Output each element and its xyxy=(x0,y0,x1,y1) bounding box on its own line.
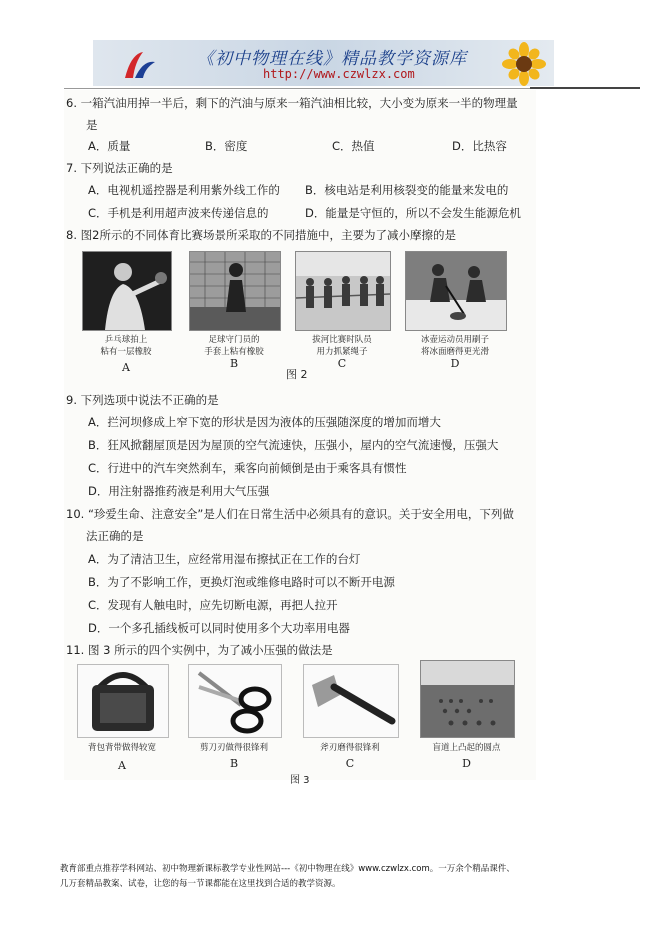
table-tennis-image xyxy=(83,252,171,330)
site-logo xyxy=(121,48,157,82)
q6-option-a: A．质量 xyxy=(88,139,131,153)
q11-photo-tactile-paving xyxy=(420,660,515,738)
q11-letter-b: B xyxy=(229,757,239,770)
q11-letter-c: C xyxy=(345,757,355,770)
q11-photo-scissors xyxy=(188,664,282,738)
header-banner xyxy=(93,40,554,86)
q8-letter-b: B xyxy=(229,357,239,370)
q9-stem: 9. 下列选项中说法不正确的是 xyxy=(66,393,219,407)
curling-image xyxy=(406,252,506,330)
q8-letter-c: C xyxy=(337,357,347,370)
q7-option-d: D．能量是守恒的，所以不会发生能源危机 xyxy=(305,206,521,220)
q8-letter-a: A xyxy=(122,361,130,374)
sunflower-icon xyxy=(500,42,548,86)
q11-caption-d: 盲道上凸起的圆点 xyxy=(432,743,501,753)
q11-photo-backpack xyxy=(77,664,169,738)
tug-of-war-image xyxy=(296,252,390,330)
q11-stem: 11. 图 3 所示的四个实例中，为了减小压强的做法是 xyxy=(66,643,333,657)
q6-option-d: D．比热容 xyxy=(452,139,507,153)
q9-option-c: C．行进中的汽车突然刹车，乘客向前倾倒是由于乘客具有惯性 xyxy=(88,461,407,475)
q8-photo-table-tennis xyxy=(82,251,172,331)
q6-stem-line2: 是 xyxy=(86,118,98,132)
header-rule xyxy=(64,88,530,89)
q10-option-a: A．为了清洁卫生，应经常用湿布擦拭正在工作的台灯 xyxy=(88,552,361,566)
q8-photo-tug-of-war xyxy=(295,251,391,331)
banner-title: 《初中物理在线》精品教学资源库 xyxy=(197,49,467,69)
backpack-image xyxy=(78,665,168,737)
q8-photo-goalkeeper xyxy=(189,251,281,331)
axe-image xyxy=(304,665,398,737)
q7-stem: 7. 下列说法正确的是 xyxy=(66,161,173,175)
q10-option-c: C．发现有人触电时，应先切断电源，再把人拉开 xyxy=(88,598,338,612)
q8-caption-c: 拔河比赛时队员 用力抓紧绳子 xyxy=(312,335,372,357)
q6-option-b: B．密度 xyxy=(205,139,248,153)
q8-caption-b: 足球守门员的 手套上粘有橡胶 xyxy=(204,335,264,357)
q11-figure-label: 图 3 xyxy=(290,775,310,786)
q10-option-d: D．一个多孔插线板可以同时使用多个大功率用电器 xyxy=(88,621,350,635)
tactile-paving-image xyxy=(421,661,514,737)
footer-line1: 教育部重点推荐学科网站、初中物理新课标教学专业性网站---《初中物理在线》www.czwlzx.com。一万余个精品课件、 xyxy=(60,864,515,874)
header-rule-right xyxy=(530,87,640,89)
q7-option-b: B．核电站是利用核裂变的能量来发电的 xyxy=(305,183,509,197)
q8-caption-d: 冰壶运动员用刷子 将冰面磨得更光滑 xyxy=(420,335,489,357)
q9-option-a: A．拦河坝修成上窄下宽的形状是因为液体的压强随深度的增加而增大 xyxy=(88,415,441,429)
footer-line2: 几万套精品教案、试卷，让您的每一节课都能在这里找到合适的教学资源。 xyxy=(60,879,341,889)
q10-option-b: B．为了不影响工作，更换灯泡或维修电路时可以不断开电源 xyxy=(88,575,395,589)
q8-photo-curling xyxy=(405,251,507,331)
q10-stem-line1: 10. “珍爱生命、注意安全”是人们在日常生活中必须具有的意识。关于安全用电，下列做 xyxy=(66,507,514,521)
q8-stem: 8. 图2所示的不同体育比赛场景所采取的不同措施中，主要为了减小摩擦的是 xyxy=(66,228,456,242)
q11-caption-a: 背包背带做得较宽 xyxy=(87,743,156,753)
q9-option-b: B．狂风掀翻屋顶是因为屋顶的空气流速快，压强小，屋内的空气流速慢，压强大 xyxy=(88,438,499,452)
q6-stem-line1: 6. 一箱汽油用掉一半后，剩下的汽油与原来一箱汽油相比较，大小变为原来一半的物理量 xyxy=(66,96,518,110)
q11-letter-d: D xyxy=(462,757,471,770)
goalkeeper-image xyxy=(190,252,280,330)
q11-caption-b: 剪刀刃做得很锋利 xyxy=(199,743,268,753)
scissors-image xyxy=(189,665,281,737)
q7-option-c: C．手机是利用超声波来传递信息的 xyxy=(88,206,269,220)
q8-figure-label: 图 2 xyxy=(286,368,308,381)
q8-caption-a: 乒乓球拍上 粘有一层橡胶 xyxy=(100,335,152,357)
q8-letter-d: D xyxy=(450,357,460,370)
q11-photo-axe xyxy=(303,664,399,738)
q10-stem-line2: 法正确的是 xyxy=(86,529,144,543)
q11-letter-a: A xyxy=(118,759,126,772)
q9-option-d: D．用注射器推药液是利用大气压强 xyxy=(88,484,270,498)
q11-caption-c: 斧刃磨得很锋利 xyxy=(320,743,380,753)
page-footer xyxy=(60,862,620,892)
banner-url[interactable]: http://www.czwlzx.com xyxy=(263,67,415,81)
q7-option-a: A．电视机遥控器是利用紫外线工作的 xyxy=(88,183,280,197)
q6-option-c: C．热值 xyxy=(332,139,375,153)
